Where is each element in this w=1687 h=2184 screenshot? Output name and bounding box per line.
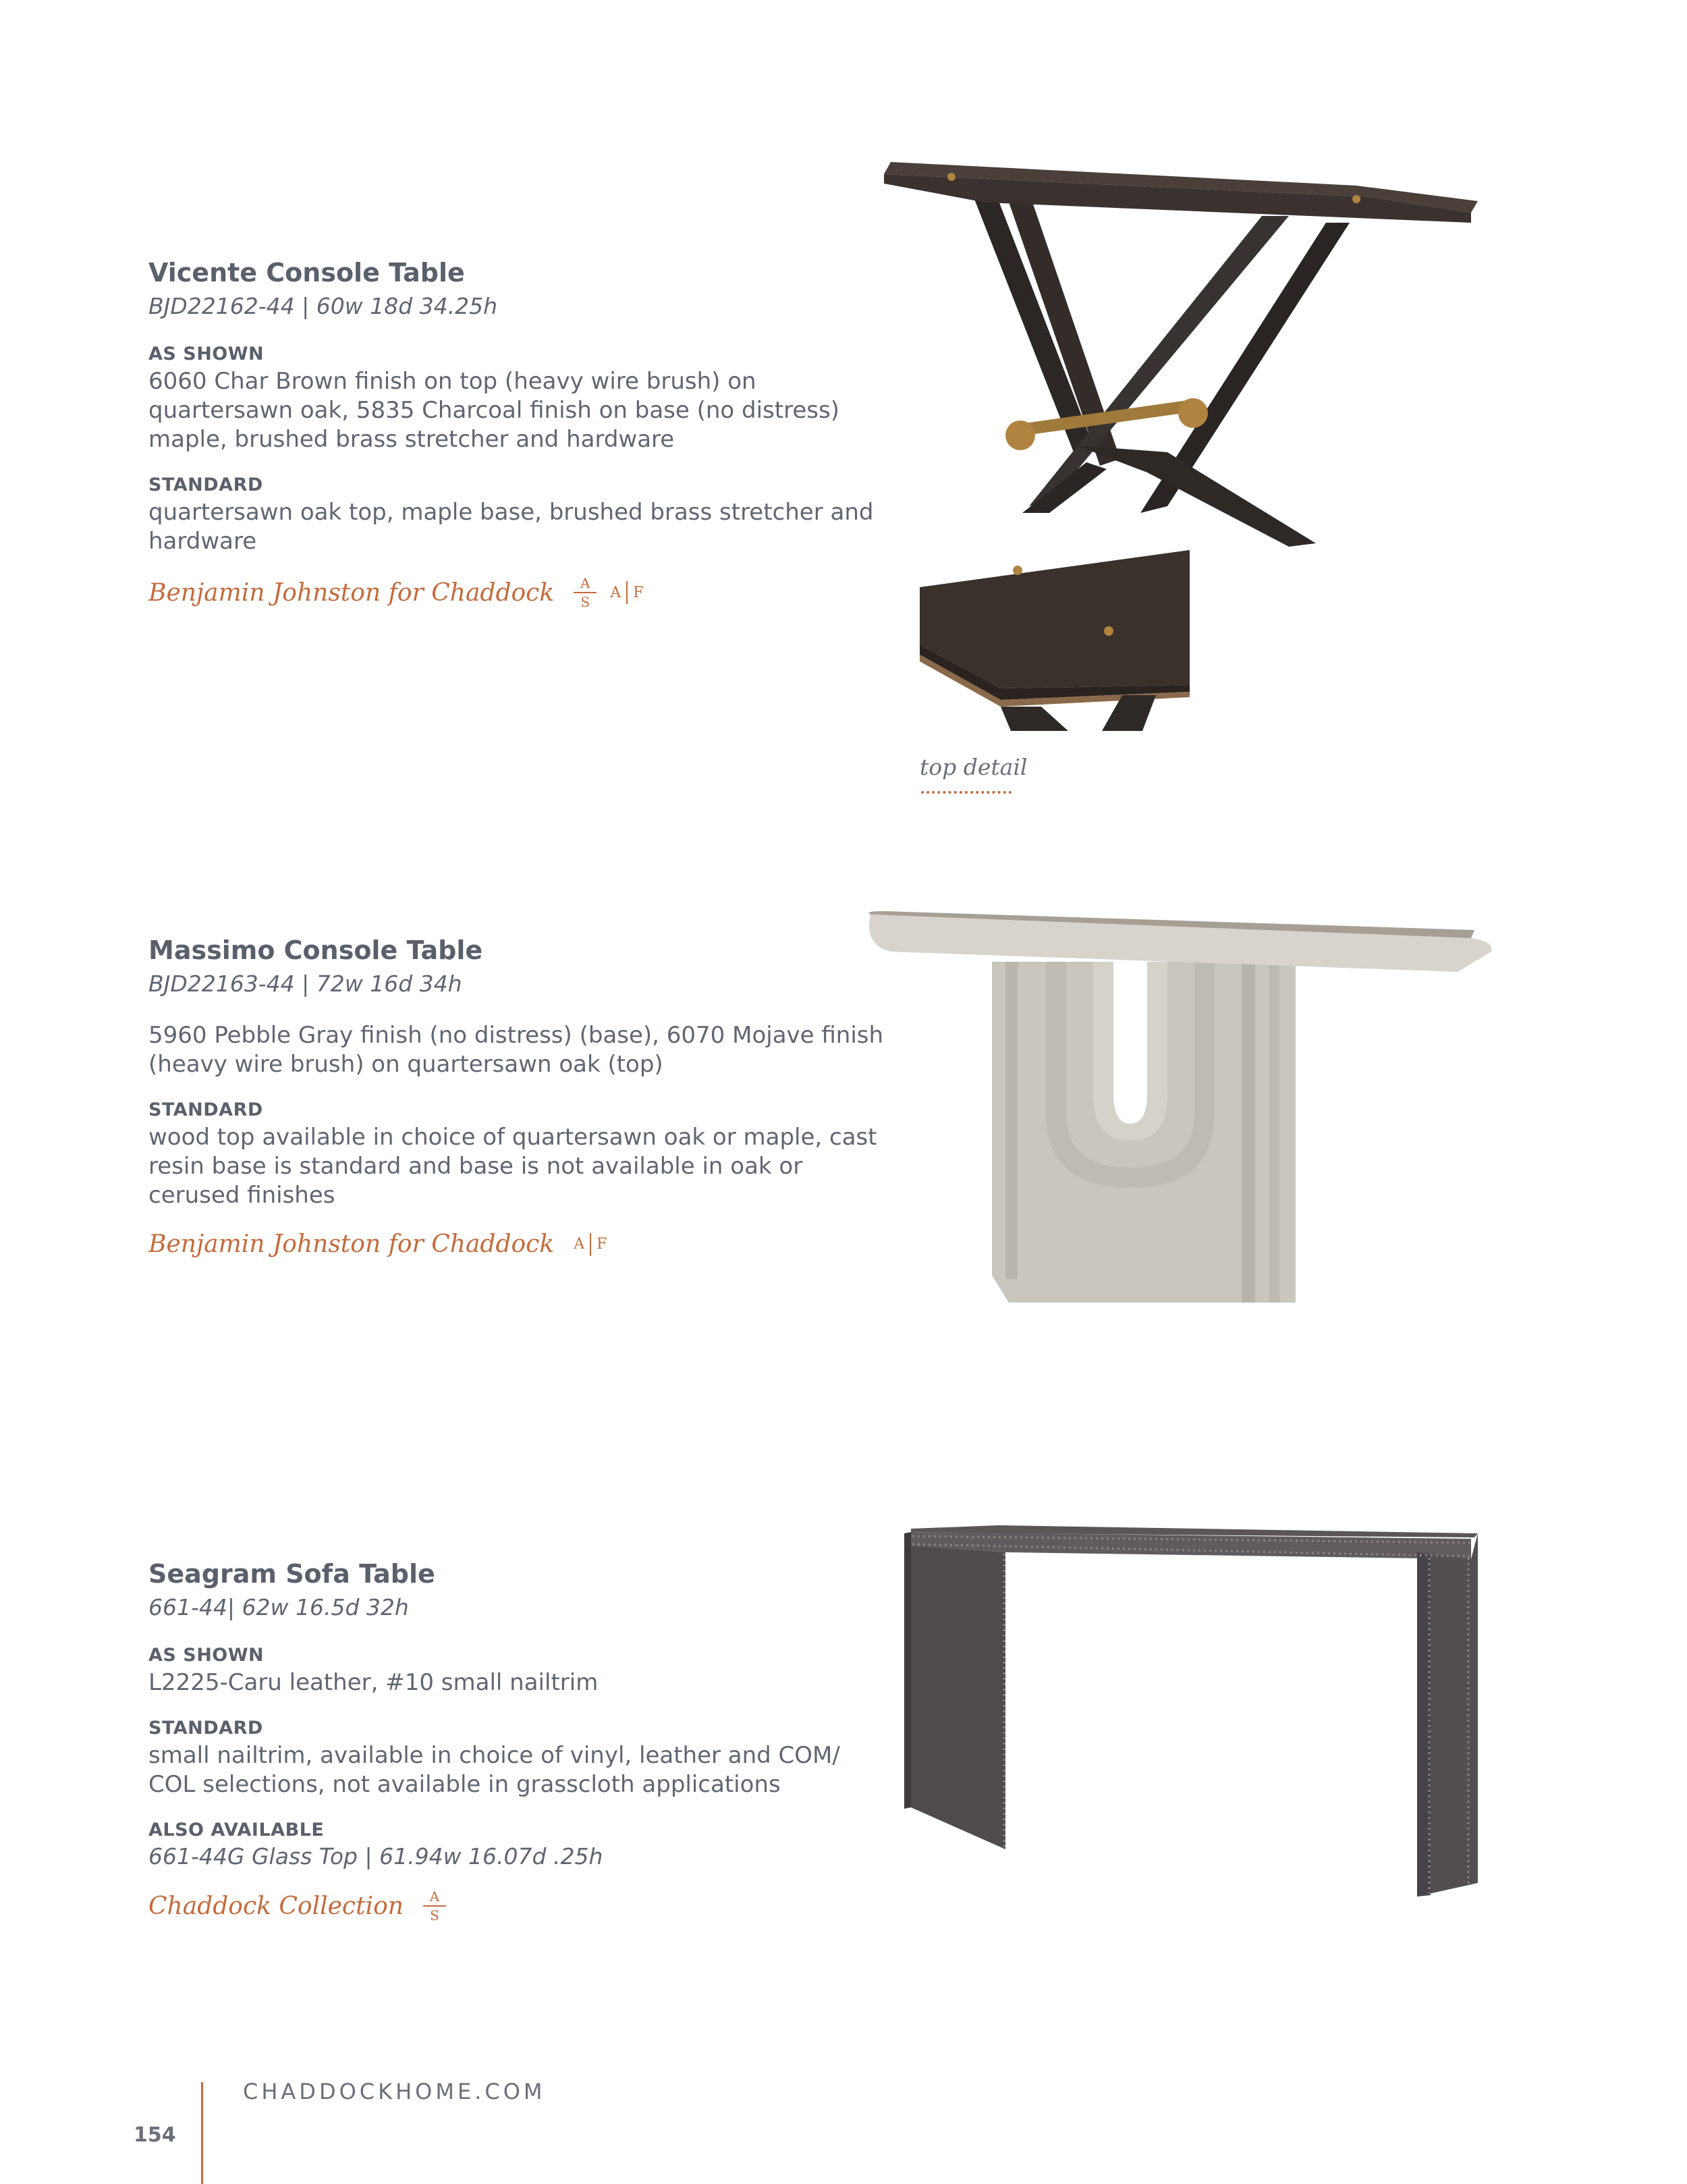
standard-text: quartersawn oak top, maple base, brushed brass stretcher and hardware (148, 499, 874, 555)
standard-label: STANDARD (148, 1099, 263, 1120)
also-available-text: 661-44G Glass Top | 61.94w 16.07d .25h (148, 1843, 603, 1869)
as-shown-label: AS SHOWN (148, 344, 265, 364)
page-number: 154 (134, 2123, 176, 2147)
af-mark: A F (574, 1233, 607, 1256)
product-massimo (148, 935, 891, 1258)
product-seagram (148, 1559, 891, 1922)
product-vicente (148, 258, 891, 609)
availability-marks (574, 576, 643, 609)
designer-name: Benjamin Johnston for Chaddock (148, 578, 555, 607)
designer-row (148, 1230, 891, 1258)
designer-name: Chaddock Collection (148, 1892, 404, 1920)
description-text: 5960 Pebble Gray finish (no distress) (base), 6070 Mojave finish (heavy wire brush) on quartersawn oak (top) (148, 1022, 884, 1078)
detail-caption: top detail (920, 754, 1028, 780)
product-title: Seagram Sofa Table (148, 1559, 435, 1589)
as-fraction-mark: $\frac{A}{S}$ (423, 1890, 446, 1922)
as-shown-label: AS SHOWN (148, 1645, 265, 1666)
product-title: Vicente Console Table (148, 258, 465, 288)
product-title: Massimo Console Table (148, 935, 483, 965)
availability-marks (423, 1890, 460, 1922)
vicente-console-image (884, 162, 1485, 553)
as-shown-text: 6060 Char Brown finish on top (heavy wire brush) on quartersawn oak, 5835 Charcoal finish on base (no distress) maple, brushed brass stretcher and hardware (148, 368, 839, 453)
availability-marks (574, 1233, 607, 1256)
seagram-sofa-table-image (904, 1519, 1485, 1896)
also-available-label: ALSO AVAILABLE (148, 1820, 325, 1840)
designer-name: Benjamin Johnston for Chaddock (148, 1230, 555, 1258)
designer-row (148, 576, 891, 609)
designer-row (148, 1890, 891, 1922)
product-sku: 661-44| 62w 16.5d 32h (148, 1594, 409, 1620)
standard-label: STANDARD (148, 1718, 263, 1739)
footer-url: CHADDOCKHOME.COM (243, 2079, 546, 2104)
as-fraction-mark: $\frac{A}{S}$ (574, 576, 597, 609)
massimo-console-image (864, 911, 1498, 1309)
product-sku: BJD22163-44 | 72w 16d 34h (148, 971, 462, 997)
product-sku: BJD22162-44 | 60w 18d 34.25h (148, 293, 498, 319)
caption-underline (921, 791, 1012, 794)
af-mark: A F (610, 581, 643, 604)
standard-text: small nailtrim, available in choice of vinyl, leather and COM/ COL selections, not available in grasscloth applications (148, 1742, 840, 1798)
vicente-top-detail-image (920, 550, 1190, 731)
standard-label: STANDARD (148, 474, 263, 495)
footer-divider (201, 2082, 203, 2184)
standard-text: wood top available in choice of quartersawn oak or maple, cast resin base is standard and base is not available in oak or cerused finishes (148, 1124, 877, 1209)
as-shown-text: L2225-Caru leather, #10 small nailtrim (148, 1669, 599, 1696)
